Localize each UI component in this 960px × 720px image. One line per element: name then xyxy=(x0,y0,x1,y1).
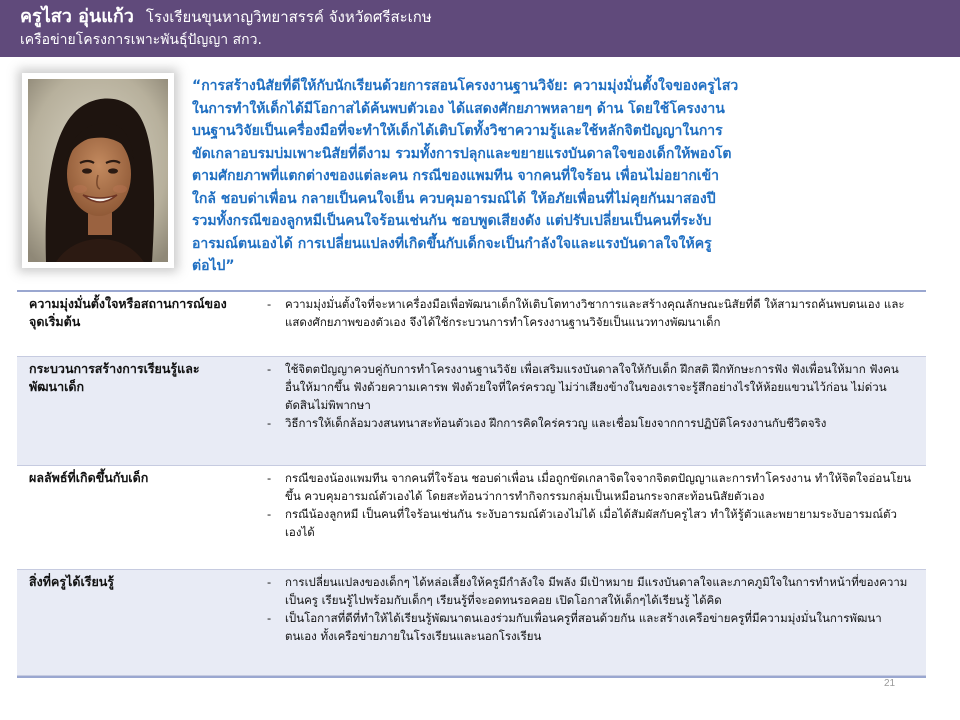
network-name: เครือข่ายโครงการเพาะพันธุ์ปัญญา สกว. xyxy=(20,32,262,48)
row-items xyxy=(237,357,926,465)
table-row xyxy=(17,570,926,676)
list-item: - กรณีของน้องแพมทีน จากคนที่ใจร้อน ชอบด่าเพื่อน เมื่อถูกขัดเกลาจิตใจจากจิตตปัญญาและการทำโครงงาน ทำให้จิตใจอ่อนโยนขึ้น ควบคุมอารมณ์ตัวเองได้ โดยสะท้อนว่าการทำกิจกรรมกลุ่มเป็นเหมือนกระจกสะท้อนนิสัยตัวเอง xyxy=(267,469,912,505)
teacher-name: ครูไสว อุ่นแก้ว xyxy=(20,6,134,27)
teacher-quote: “การสร้างนิสัยที่ดีให้กับนักเรียนด้วยการสอนโครงงานฐานวิจัย: ความมุ่งมั่นตั้งใจของครูไสว ในการทำให้เด็กได้มีโอกาสได้ค้นพบตัวเอง ได้แสดงศักยภาพหลายๆ ด้าน โดยใช้โครงงาน บนฐานวิจัยเป็นเครื่องมือที่จะทำให้เด็กได้เติบโตทั้งวิชาความรู้และใช้หลักจิตปัญญาในการ ขัดเกลาอบรมบ่มเพาะนิสัยที่ดีงาม รวมทั้งการปลุกและขยายแรงบันดาลใจของเด็กให้พองโต ตามศักยภาพที่แตกต่างของแต่ละคน กรณีของแพมทีน จากคนที่ใจร้อน เพื่อนไม่อยากเข้า ใกล้ ชอบด่าเพื่อน กลายเป็นคนใจเย็น ควบคุมอารมณ์ได้ ให้อภัยเพื่อนที่ไม่คุยกันมาสองปี รวมทั้งกรณีของลูกหมีเป็นคนใจร้อนเช่นกัน ชอบพูดเสียงดัง แต่ปรับเปลี่ยนเป็นคนที่ระงับ อารมณ์ตนเองได้ การเปลี่ยนแปลงที่เกิดขึ้นกับเด็กจะเป็นกำลังใจและแรงบันดาลใจให้ครู ต่อไป” xyxy=(192,78,739,274)
list-item: - วิธีการให้เด็กล้อมวงสนทนาสะท้อนตัวเอง ฝึกการคิดใคร่ครวญ และเชื่อมโยงจากการปฏิบัติโครงงานกับชีวิตจริง xyxy=(267,414,912,432)
row-label: สิ่งที่ครูได้เรียนรู้ xyxy=(29,574,115,589)
table-row xyxy=(17,292,926,357)
list-item: - การเปลี่ยนแปลงของเด็กๆ ได้หล่อเลี้ยงให้ครูมีกำลังใจ มีพลัง มีเป้าหมาย มีแรงบันดาลใจและภาคภูมิใจในการทำหน้าที่ของความเป็นครู เรียนรู้ไปพร้อมกับเด็กๆ เรียนรู้ที่จะอดทนรอคอย เปิดโอกาสให้เด็กๆได้เรียนรู้ ได้คิด xyxy=(267,573,912,609)
teacher-photo-frame xyxy=(22,73,174,268)
table-row xyxy=(17,357,926,466)
title-line xyxy=(20,7,432,27)
table-row xyxy=(17,466,926,570)
row-items xyxy=(237,466,926,569)
row-label: ความมุ่งมั่นตั้งใจหรือสถานการณ์ของจุดเริ่มต้น xyxy=(29,296,227,329)
list-item: - กรณีน้องลูกหมี เป็นคนที่ใจร้อนเช่นกัน ระงับอารมณ์ตัวเองไม่ได้ เมื่อได้สัมผัสกับครูไสว ทำให้รู้ตัวและพยายามระงับอารมณ์ตัวเองได้ xyxy=(267,505,912,541)
title-banner xyxy=(0,0,960,57)
teacher-photo xyxy=(28,79,168,262)
row-label: กระบวนการสร้างการเรียนรู้และพัฒนาเด็ก xyxy=(29,361,200,394)
table-bottom-rule xyxy=(17,676,926,678)
school-name: โรงเรียนขุนหาญวิทยาสรรค์ จังหวัดศรีสะเกษ xyxy=(145,8,432,26)
row-label: ผลลัพธ์ที่เกิดขึ้นกับเด็ก xyxy=(29,470,149,485)
row-items xyxy=(237,292,926,356)
list-item: - ความมุ่งมั่นตั้งใจที่จะหาเครื่องมือเพื่อพัฒนาเด็กให้เติบโตทางวิชาการและสร้างคุณลักษณะนิสัยที่ดี ให้สามารถค้นพบตนเอง และแสดงศักยภาพของตัวเอง จึงได้ใช้กระบวนการทำโครงงานฐานวิจัยเป็นแนวทางพัฒนาเด็ก xyxy=(267,295,912,331)
summary-table xyxy=(17,290,926,676)
row-items xyxy=(237,570,926,675)
list-item: - ใช้จิตตปัญญาควบคู่กับการทำโครงงานฐานวิจัย เพื่อเสริมแรงบันดาลใจให้กับเด็ก ฝึกสติ ฝึกทักษะการฟัง ฟังเพื่อนให้มาก ฟังคนอื่นให้มากขึ้น ฟังด้วยความเคารพ ฟังด้วยใจที่ใคร่ครวญ ไม่ว่าเสียงข้างในของเราจะรู้สึกอย่างไรให้ห้อยแขวนไว้ก่อน ไม่ด่วนตัดสินไม่พิพากษา xyxy=(267,360,912,414)
page-number: 21 xyxy=(884,678,896,689)
list-item: - เป็นโอกาสที่ดีที่ทำให้ได้เรียนรู้พัฒนาตนเองร่วมกับเพื่อนครูที่สอนด้วยกัน และสร้างเครือข่ายครูที่มีความมุ่งมั่นในการพัฒนาตนเอง ทั้งเครือข่ายภายในโรงเรียนและนอกโรงเรียน xyxy=(267,609,912,645)
